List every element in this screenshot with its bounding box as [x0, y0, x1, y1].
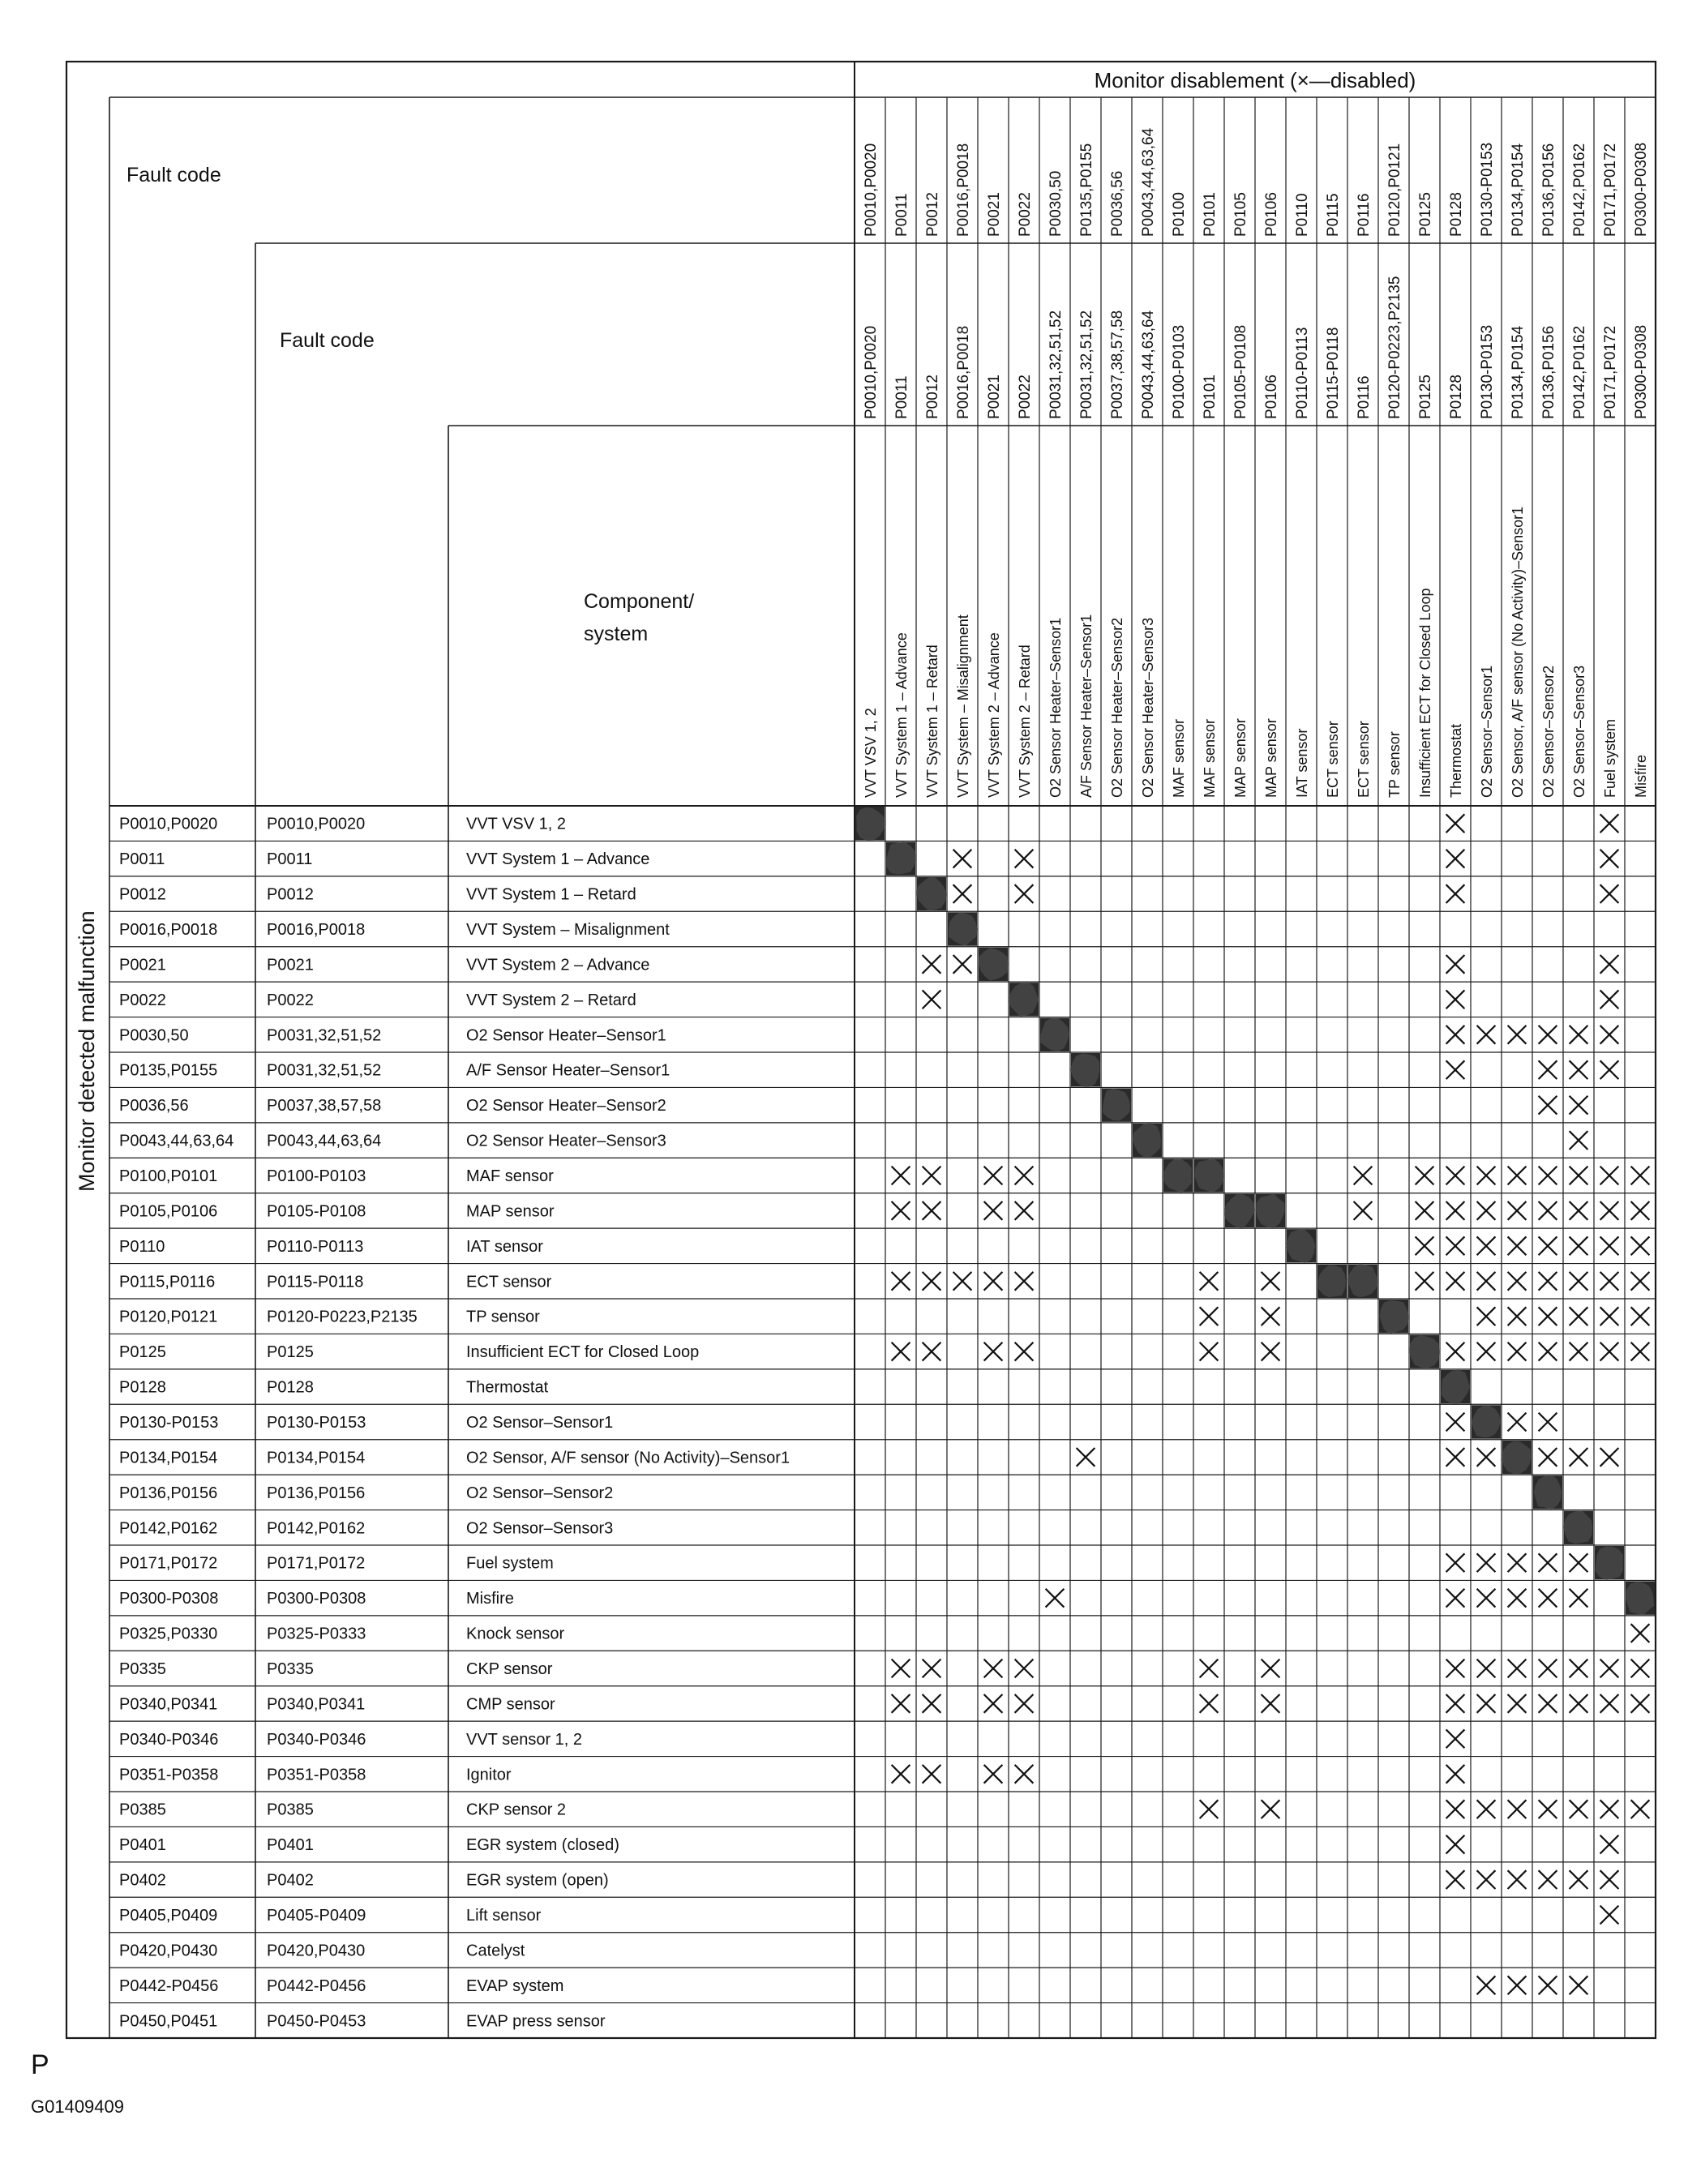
row-component-name: VVT System 2 – Retard — [466, 991, 636, 1009]
column-fault-code-2: P0101 — [1202, 375, 1219, 419]
row-fault-code-1: P0402 — [119, 1871, 166, 1890]
row-fault-code-1: P0335 — [119, 1660, 166, 1678]
row-fault-code-1: P0300-P0308 — [119, 1590, 219, 1608]
row-component-name: Lift sensor — [466, 1907, 542, 1925]
row-fault-code-1: P0136,P0156 — [119, 1484, 218, 1502]
column-fault-code-1: P0100 — [1171, 192, 1188, 237]
row-fault-code-1: P0012 — [119, 885, 166, 904]
row-component-name: Misfire — [466, 1590, 514, 1608]
column-fault-code-1: P0300-P0308 — [1633, 142, 1650, 237]
row-fault-code-2: P0022 — [267, 991, 314, 1009]
row-component-name: O2 Sensor–Sensor2 — [466, 1484, 614, 1502]
row-fault-code-1: P0115,P0116 — [119, 1273, 216, 1291]
row-fault-code-1: P0340,P0341 — [119, 1695, 218, 1714]
column-component-name: MAF sensor — [1171, 718, 1187, 798]
column-component-name: MAP sensor — [1263, 718, 1279, 798]
row-fault-code-2: P0016,P0018 — [267, 921, 366, 939]
row-fault-code-2: P0385 — [267, 1801, 314, 1819]
row-component-name: VVT System 1 – Advance — [466, 850, 650, 869]
column-fault-code-2: P0106 — [1263, 375, 1280, 419]
column-component-name: O2 Sensor Heater–Sensor3 — [1140, 617, 1156, 798]
row-fault-code-2: P0105-P0108 — [267, 1202, 366, 1221]
column-fault-code-2: P0125 — [1417, 375, 1434, 419]
column-component-name: IAT sensor — [1294, 728, 1310, 798]
row-fault-code-1: P0100,P0101 — [119, 1167, 218, 1185]
row-component-name: Catelyst — [466, 1942, 525, 1960]
column-fault-code-1: P0134,P0154 — [1510, 143, 1527, 237]
column-fault-code-2: P0120-P0223,P2135 — [1386, 276, 1403, 419]
column-fault-code-1: P0136,P0156 — [1540, 143, 1557, 237]
row-fault-code-2: P0450-P0453 — [267, 2012, 366, 2031]
column-fault-code-1: P0135,P0155 — [1078, 143, 1095, 237]
row-component-name: VVT sensor 1, 2 — [466, 1730, 583, 1749]
column-fault-code-1: P0022 — [1017, 192, 1034, 237]
row-fault-code-2: P0142,P0162 — [267, 1519, 366, 1538]
row-fault-code-2: P0115-P0118 — [267, 1273, 364, 1291]
column-fault-code-2: P0100-P0103 — [1171, 324, 1188, 419]
column-fault-code-2: P0105-P0108 — [1232, 324, 1249, 419]
row-component-name: EVAP press sensor — [466, 2012, 606, 2031]
row-fault-code-1: P0130-P0153 — [119, 1414, 219, 1432]
row-fault-code-2: P0031,32,51,52 — [267, 1026, 382, 1045]
row-fault-code-1: P0030,50 — [119, 1026, 189, 1045]
column-fault-code-1: P0115 — [1325, 193, 1342, 237]
fault-code-label-1: Fault code — [126, 164, 221, 186]
row-fault-code-2: P0037,38,57,58 — [267, 1097, 382, 1116]
column-fault-code-2: P0031,32,51,52 — [1078, 310, 1095, 419]
column-component-name: O2 Sensor–Sensor1 — [1479, 665, 1495, 798]
column-component-name: O2 Sensor Heater–Sensor2 — [1109, 617, 1125, 798]
column-component-name: VVT System 2 – Retard — [1017, 644, 1033, 798]
column-fault-code-2: P0142,P0162 — [1571, 325, 1588, 419]
row-component-name: VVT System 2 – Advance — [466, 956, 650, 974]
column-component-name: Misfire — [1633, 755, 1649, 798]
row-fault-code-2: P0442-P0456 — [267, 1976, 366, 1995]
column-component-name: O2 Sensor–Sensor3 — [1571, 665, 1587, 798]
column-component-name: Fuel system — [1602, 718, 1618, 798]
row-fault-code-1: P0420,P0430 — [119, 1942, 218, 1960]
row-fault-code-2: P0340-P0346 — [267, 1730, 366, 1749]
row-component-name: Fuel system — [466, 1554, 554, 1573]
column-fault-code-2: P0043,44,63,64 — [1140, 310, 1157, 419]
row-component-name: VVT System – Misalignment — [466, 921, 670, 939]
row-fault-code-1: P0401 — [119, 1836, 166, 1855]
column-component-name: Thermostat — [1448, 723, 1464, 798]
column-component-name: Insufficient ECT for Closed Loop — [1417, 588, 1433, 798]
row-fault-code-2: P0043,44,63,64 — [267, 1132, 382, 1150]
column-fault-code-1: P0021 — [986, 192, 1003, 237]
row-fault-code-1: P0134,P0154 — [119, 1449, 218, 1467]
row-component-name: VVT VSV 1, 2 — [466, 815, 567, 833]
row-fault-code-2: P0405-P0409 — [267, 1907, 366, 1925]
row-fault-code-1: P0120,P0121 — [119, 1308, 218, 1326]
row-component-name: Knock sensor — [466, 1625, 565, 1643]
column-component-name: MAP sensor — [1232, 718, 1249, 798]
column-fault-code-1: P0116 — [1356, 193, 1373, 237]
column-fault-code-2: P0031,32,51,52 — [1048, 310, 1065, 419]
row-fault-code-1: P0105,P0106 — [119, 1202, 218, 1221]
component-system-label-2: system — [584, 623, 649, 645]
row-component-name: O2 Sensor Heater–Sensor1 — [466, 1026, 666, 1045]
row-fault-code-2: P0012 — [267, 885, 314, 904]
column-fault-code-1: P0011 — [893, 193, 910, 237]
row-fault-code-2: P0130-P0153 — [267, 1414, 366, 1432]
monitor-detected-malfunction-label: Monitor detected malfunction — [75, 910, 99, 1192]
row-fault-code-1: P0110 — [119, 1237, 165, 1256]
row-component-name: O2 Sensor Heater–Sensor2 — [466, 1097, 666, 1116]
row-component-name: MAF sensor — [466, 1167, 554, 1185]
row-component-name: A/F Sensor Heater–Sensor1 — [466, 1061, 670, 1080]
row-fault-code-1: P0442-P0456 — [119, 1976, 219, 1995]
row-component-name: O2 Sensor–Sensor3 — [466, 1519, 614, 1538]
column-component-name: TP sensor — [1386, 731, 1403, 798]
row-fault-code-1: P0340-P0346 — [119, 1730, 219, 1749]
row-component-name: IAT sensor — [466, 1237, 543, 1256]
column-fault-code-2: P0016,P0018 — [955, 325, 972, 419]
row-fault-code-1: P0142,P0162 — [119, 1519, 218, 1538]
column-fault-code-1: P0130-P0153 — [1479, 142, 1496, 237]
row-fault-code-1: P0325,P0330 — [119, 1625, 218, 1643]
row-component-name: O2 Sensor, A/F sensor (No Activity)–Sensor1 — [466, 1449, 790, 1467]
row-fault-code-2: P0420,P0430 — [267, 1942, 366, 1960]
column-component-name: O2 Sensor, A/F sensor (No Activity)–Sensor1 — [1510, 506, 1526, 798]
row-component-name: O2 Sensor Heater–Sensor3 — [466, 1132, 666, 1150]
column-component-name: ECT sensor — [1325, 721, 1341, 798]
row-fault-code-1: P0016,P0018 — [119, 921, 218, 939]
column-component-name: O2 Sensor Heater–Sensor1 — [1048, 617, 1064, 798]
column-fault-code-2: P0116 — [1356, 375, 1373, 419]
row-fault-code-2: P0325-P0333 — [267, 1625, 366, 1643]
row-component-name: EGR system (open) — [466, 1871, 609, 1890]
column-fault-code-1: P0120,P0121 — [1386, 143, 1403, 237]
row-fault-code-2: P0340,P0341 — [267, 1695, 366, 1714]
row-fault-code-1: P0171,P0172 — [119, 1554, 218, 1573]
column-component-name: VVT VSV 1, 2 — [863, 708, 879, 798]
row-component-name: Insufficient ECT for Closed Loop — [466, 1343, 700, 1362]
row-fault-code-1: P0135,P0155 — [119, 1061, 218, 1080]
row-fault-code-1: P0036,56 — [119, 1097, 189, 1116]
row-fault-code-2: P0401 — [267, 1836, 314, 1855]
column-fault-code-1: P0036,56 — [1109, 170, 1126, 237]
row-fault-code-1: P0022 — [119, 991, 166, 1009]
column-fault-code-1: P0010,P0020 — [863, 143, 880, 237]
column-fault-code-1: P0128 — [1448, 192, 1465, 237]
column-fault-code-2: P0021 — [986, 375, 1003, 419]
column-component-name: ECT sensor — [1356, 721, 1372, 798]
row-component-name: EVAP system — [466, 1976, 564, 1995]
column-component-name: MAF sensor — [1202, 718, 1218, 798]
column-fault-code-2: P0130-P0153 — [1479, 324, 1496, 419]
column-fault-code-2: P0110-P0113 — [1294, 327, 1311, 419]
row-component-name: EGR system (closed) — [466, 1836, 619, 1855]
column-fault-code-1: P0105 — [1232, 192, 1249, 237]
row-fault-code-1: P0351-P0358 — [119, 1766, 219, 1784]
row-fault-code-2: P0125 — [267, 1343, 314, 1362]
monitor-disablement-title: Monitor disablement (×—disabled) — [1094, 68, 1416, 92]
row-component-name: ECT sensor — [466, 1273, 552, 1291]
column-component-name: VVT System 1 – Advance — [893, 632, 910, 798]
column-fault-code-2: P0037,38,57,58 — [1109, 310, 1126, 419]
row-fault-code-1: P0011 — [119, 850, 165, 869]
figure-id: G01409409 — [31, 2096, 124, 2117]
row-fault-code-1: P0405,P0409 — [119, 1907, 218, 1925]
row-fault-code-2: P0134,P0154 — [267, 1449, 366, 1467]
column-fault-code-2: P0128 — [1448, 375, 1465, 419]
column-fault-code-1: P0043,44,63,64 — [1140, 127, 1157, 237]
row-fault-code-2: P0351-P0358 — [267, 1766, 366, 1784]
row-component-name: CMP sensor — [466, 1695, 555, 1714]
row-fault-code-2: P0300-P0308 — [267, 1590, 366, 1608]
row-component-name: O2 Sensor–Sensor1 — [466, 1414, 614, 1432]
column-fault-code-2: P0022 — [1017, 375, 1034, 419]
row-fault-code-1: P0125 — [119, 1343, 166, 1362]
column-fault-code-2: P0010,P0020 — [863, 325, 880, 419]
row-fault-code-2: P0011 — [267, 850, 313, 869]
column-fault-code-2: P0171,P0172 — [1602, 325, 1619, 419]
column-fault-code-2: P0012 — [924, 375, 941, 419]
row-fault-code-2: P0402 — [267, 1871, 314, 1890]
column-fault-code-1: P0125 — [1417, 192, 1434, 237]
diagonal-cell-texture — [1596, 1547, 1623, 1581]
row-fault-code-1: P0043,44,63,64 — [119, 1132, 234, 1150]
row-component-name: CKP sensor — [466, 1660, 553, 1678]
column-fault-code-1: P0171,P0172 — [1602, 143, 1619, 237]
column-fault-code-1: P0101 — [1202, 192, 1219, 237]
column-fault-code-2: P0011 — [893, 375, 910, 419]
row-fault-code-1: P0385 — [119, 1801, 166, 1819]
column-fault-code-2: P0134,P0154 — [1510, 325, 1527, 419]
column-fault-code-1: P0012 — [924, 192, 941, 237]
column-fault-code-1: P0016,P0018 — [955, 143, 972, 237]
column-fault-code-1: P0030,50 — [1048, 170, 1065, 237]
row-component-name: MAP sensor — [466, 1202, 555, 1221]
row-fault-code-2: P0010,P0020 — [267, 815, 366, 833]
row-component-name: Ignitor — [466, 1766, 512, 1784]
column-fault-code-2: P0115-P0118 — [1325, 327, 1342, 419]
row-fault-code-2: P0335 — [267, 1660, 314, 1678]
column-component-name: A/F Sensor Heater–Sensor1 — [1078, 614, 1095, 798]
row-fault-code-2: P0128 — [267, 1378, 314, 1397]
row-fault-code-2: P0021 — [267, 956, 314, 974]
row-component-name: VVT System 1 – Retard — [466, 885, 636, 904]
column-component-name: VVT System 1 – Retard — [924, 644, 940, 798]
row-fault-code-2: P0100-P0103 — [267, 1167, 366, 1185]
row-component-name: TP sensor — [466, 1308, 540, 1326]
row-component-name: CKP sensor 2 — [466, 1801, 567, 1819]
row-fault-code-1: P0128 — [119, 1378, 166, 1397]
row-fault-code-2: P0136,P0156 — [267, 1484, 366, 1502]
fault-code-label-2: Fault code — [280, 329, 375, 352]
row-fault-code-2: P0110-P0113 — [267, 1237, 364, 1256]
diagonal-cell-texture — [1409, 1335, 1440, 1368]
row-component-name: Thermostat — [466, 1378, 549, 1397]
component-system-label: Component/ — [584, 590, 695, 613]
column-fault-code-2: P0136,P0156 — [1540, 325, 1557, 419]
column-component-name: VVT System – Misalignment — [955, 615, 971, 798]
column-fault-code-2: P0300-P0308 — [1633, 324, 1650, 419]
row-fault-code-1: P0021 — [119, 956, 166, 974]
column-fault-code-1: P0110 — [1294, 193, 1311, 237]
row-fault-code-2: P0120-P0223,P2135 — [267, 1308, 418, 1326]
column-component-name: VVT System 2 – Advance — [986, 632, 1002, 798]
row-fault-code-2: P0171,P0172 — [267, 1554, 366, 1573]
row-fault-code-1: P0010,P0020 — [119, 815, 218, 833]
row-fault-code-1: P0450,P0451 — [119, 2012, 218, 2031]
row-fault-code-2: P0031,32,51,52 — [267, 1061, 382, 1080]
footer-letter: P — [31, 2049, 49, 2080]
column-component-name: O2 Sensor–Sensor2 — [1540, 665, 1557, 798]
column-fault-code-1: P0142,P0162 — [1571, 143, 1588, 237]
column-fault-code-1: P0106 — [1263, 192, 1280, 237]
